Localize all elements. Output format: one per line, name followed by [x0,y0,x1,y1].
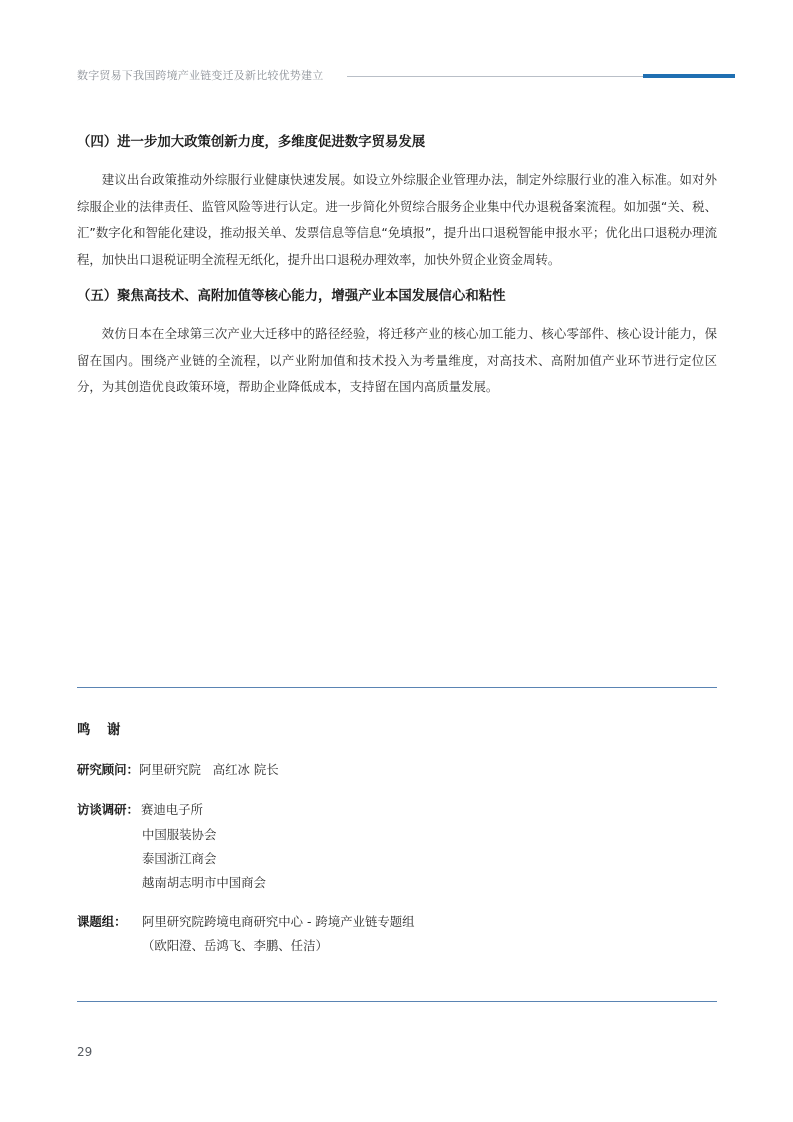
ack-interview-item: 中国服装协会 [142,827,217,842]
ack-bottom-divider [77,1001,717,1002]
running-header: 数字贸易下我国跨境产业链变迁及新比较优势建立 [77,69,324,82]
header-rule [347,76,643,77]
ack-team-label: 课题组： [77,914,127,929]
page-number: 29 [77,1045,93,1059]
ack-top-divider [77,687,717,688]
ack-interview-label: 访谈调研： [77,802,139,817]
section-heading-4: （四）进一步加大政策创新力度，多维度促进数字贸易发展 [77,135,426,150]
ack-interview-item: 越南胡志明市中国商会 [142,875,266,890]
ack-interview-row [77,800,203,818]
header-accent-bar [643,74,735,78]
section-paragraph-4: 建议出台政策推动外综服行业健康快速发展。如设立外综服企业管理办法，制定外综服行业的准入标准。如对外综服企业的法律责任、监管风险等进行认定。进一步简化外贸综合服务企业集中代办退税备案流程。如加强“关、税、汇”数字化和智能化建设，推动报关单、发票信息等信息“免填报”，提升出口退税智能申报水平；优化出口退税办理流程，加快出口退税证明全流程无纸化，提升出口退税办理效率，加快外贸企业资金周转。 [77,172,717,267]
ack-advisor-value: 阿里研究院 高红冰 院长 [138,762,279,777]
main-content [77,131,717,413]
ack-advisor-row [77,760,279,778]
section-heading-5: （五）聚焦高技术、高附加值等核心能力，增强产业本国发展信心和粘性 [77,289,506,304]
ack-advisor-label: 研究顾问： [77,762,139,777]
ack-team-members: （欧阳澄、岳鸿飞、李鹏、任洁） [142,938,328,953]
ack-interview-item: 赛迪电子所 [140,802,203,817]
section-paragraph-5: 效仿日本在全球第三次产业大迁移中的路径经验，将迁移产业的核心加工能力、核心零部件、核心设计能力，保留在国内。围绕产业链的全流程，以产业附加值和技术投入为考量维度，对高技术、高附加值产业环节进行定位区分，为其创造优良政策环境，帮助企业降低成本，支持留在国内高质量发展。 [77,326,717,394]
ack-interview-item: 泰国浙江商会 [142,851,217,866]
ack-team-row [77,912,415,930]
ack-team-value: 阿里研究院跨境电商研究中心 - 跨境产业链专题组 [142,914,415,929]
ack-title: 鸣 谢 [77,723,127,738]
